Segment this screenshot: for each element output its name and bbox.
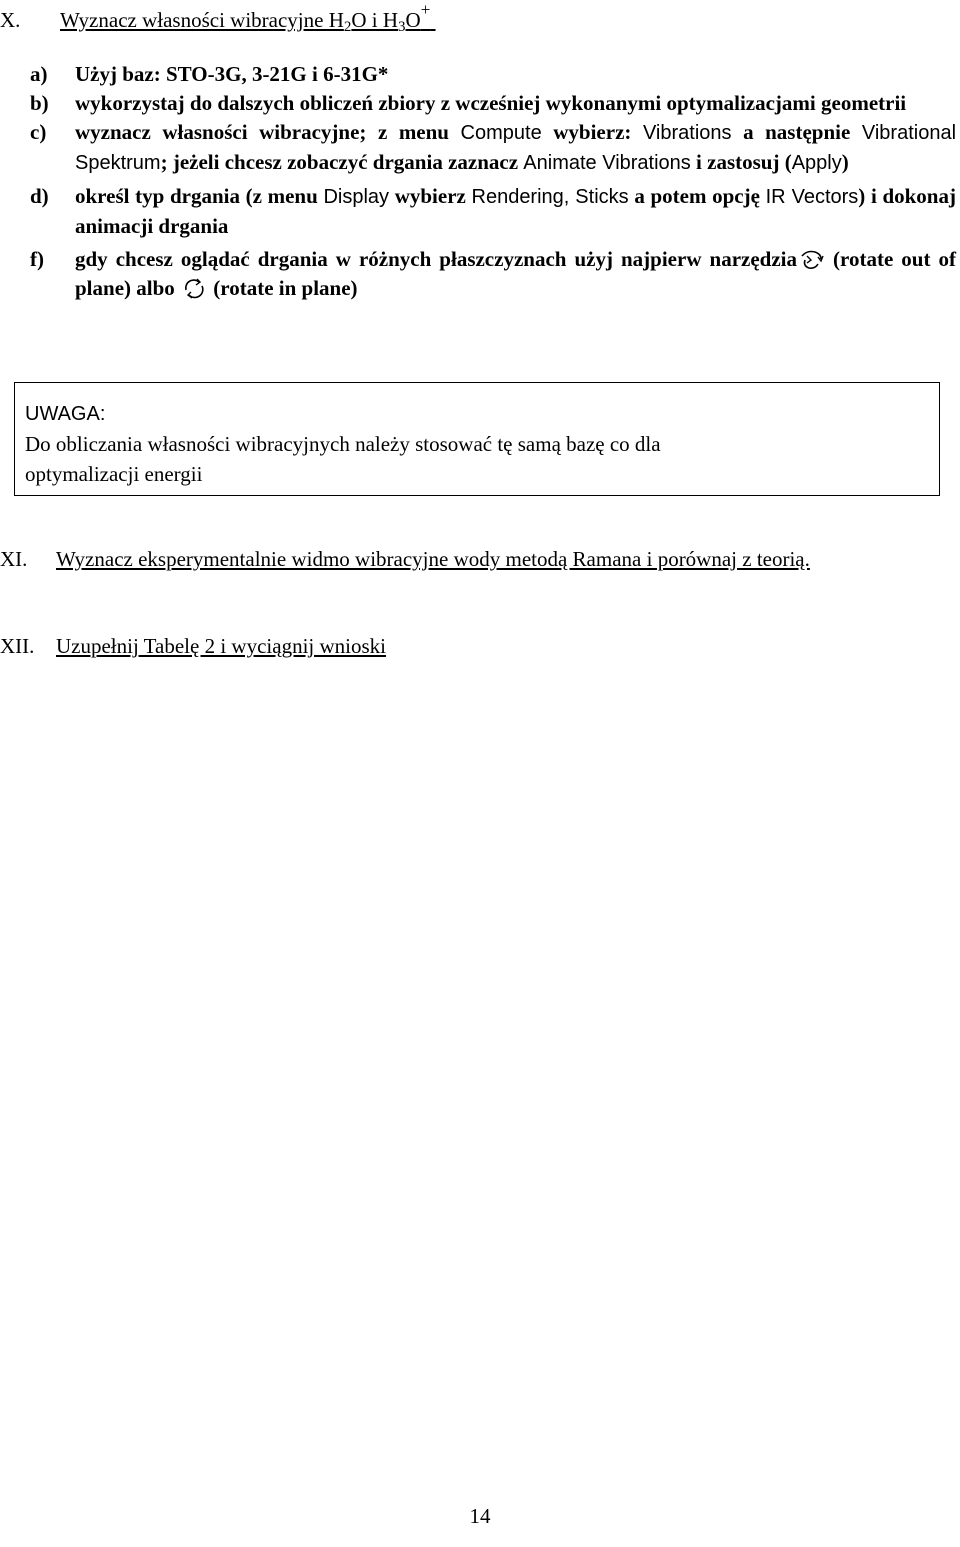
menu-term: Rendering, Sticks bbox=[471, 186, 629, 208]
note-heading: UWAGA: bbox=[25, 403, 106, 425]
instruction-text: wykorzystaj do dalszych obliczeń zbiory z wcześniej wykonanymi optymalizacjami geometrii bbox=[75, 91, 907, 115]
instruction-text: (rotate out of plane) albo bbox=[75, 247, 956, 300]
instruction-text: a potem opcję bbox=[628, 184, 766, 208]
list-item-text bbox=[75, 182, 956, 241]
instruction-text: a następnie bbox=[731, 120, 862, 144]
list-item-label: f) bbox=[30, 247, 44, 271]
section-number: XII. bbox=[0, 634, 35, 658]
instruction-text: ; jeżeli chcesz zobaczyć drgania zaznacz bbox=[160, 150, 524, 174]
instruction-text: wyznacz własności wibracyjne; z menu bbox=[75, 120, 461, 144]
instruction-text: ) i dokonaj animacji drgania bbox=[75, 184, 956, 238]
section-title bbox=[60, 0, 436, 35]
list-item bbox=[30, 245, 956, 303]
instruction-text: wybierz bbox=[389, 184, 472, 208]
section-title: Uzupełnij Tabelę 2 i wyciągnij wnioski bbox=[56, 634, 386, 658]
title-text: O bbox=[405, 8, 421, 32]
list-item-label: a) bbox=[30, 62, 48, 86]
list-item-text bbox=[75, 118, 956, 178]
superscript: + bbox=[420, 0, 431, 19]
list-item-label: c) bbox=[30, 120, 47, 144]
rotate-out-of-plane-icon bbox=[797, 248, 825, 270]
menu-term: Vibrational Spektrum bbox=[75, 122, 957, 174]
list-item-text bbox=[75, 60, 956, 89]
menu-term: Vibrations bbox=[642, 122, 732, 144]
subscript: 2 bbox=[343, 19, 352, 35]
rotate-in-plane-icon bbox=[180, 277, 208, 299]
menu-term: Compute bbox=[460, 122, 542, 144]
list-item-text bbox=[75, 245, 956, 303]
instruction-text: wybierz: bbox=[541, 120, 643, 144]
list-item bbox=[30, 89, 956, 118]
menu-term: Display bbox=[323, 186, 390, 208]
title-text: Wyznacz własności wibracyjne H bbox=[60, 8, 344, 32]
section-x-heading bbox=[0, 0, 436, 35]
instruction-text: Użyj baz: STO-3G, 3-21G i 6-31G* bbox=[75, 62, 389, 86]
list-item-text bbox=[75, 89, 956, 118]
title-text: O i H bbox=[351, 8, 399, 32]
instruction-text: określ typ drgania (z menu bbox=[75, 184, 324, 208]
section-xi-heading bbox=[0, 545, 940, 574]
menu-term: IR Vectors bbox=[765, 186, 859, 208]
section-number: XI. bbox=[0, 547, 28, 571]
list-item-label: b) bbox=[30, 91, 49, 115]
list-item-label: d) bbox=[30, 184, 49, 208]
page-number: 14 bbox=[469, 1504, 491, 1528]
section-title: Wyznacz eksperymentalnie widmo wibracyjne wody metodą Ramana i porównaj z teorią. bbox=[56, 547, 810, 571]
instruction-text: gdy chcesz oglądać drgania w różnych płaszczyznach użyj najpierw narzędzia bbox=[75, 247, 797, 271]
instruction-text: (rotate in plane) bbox=[208, 276, 358, 300]
note-line: optymalizacji energii bbox=[25, 462, 203, 486]
subscript: 3 bbox=[398, 19, 406, 35]
note-line: Do obliczania własności wibracyjnych należy stosować tę samą bazę co dla bbox=[25, 432, 661, 456]
list-item bbox=[30, 118, 956, 178]
list-item bbox=[30, 182, 956, 241]
section-number: X. bbox=[0, 8, 21, 32]
instruction-text: ) bbox=[841, 150, 849, 174]
list-item bbox=[30, 60, 956, 89]
instruction-text: i zastosuj ( bbox=[690, 150, 792, 174]
section-xii-heading bbox=[0, 632, 386, 661]
menu-term: Apply bbox=[791, 152, 842, 174]
instruction-list bbox=[30, 60, 956, 303]
note-box bbox=[14, 382, 940, 496]
menu-term: Animate Vibrations bbox=[523, 152, 691, 174]
